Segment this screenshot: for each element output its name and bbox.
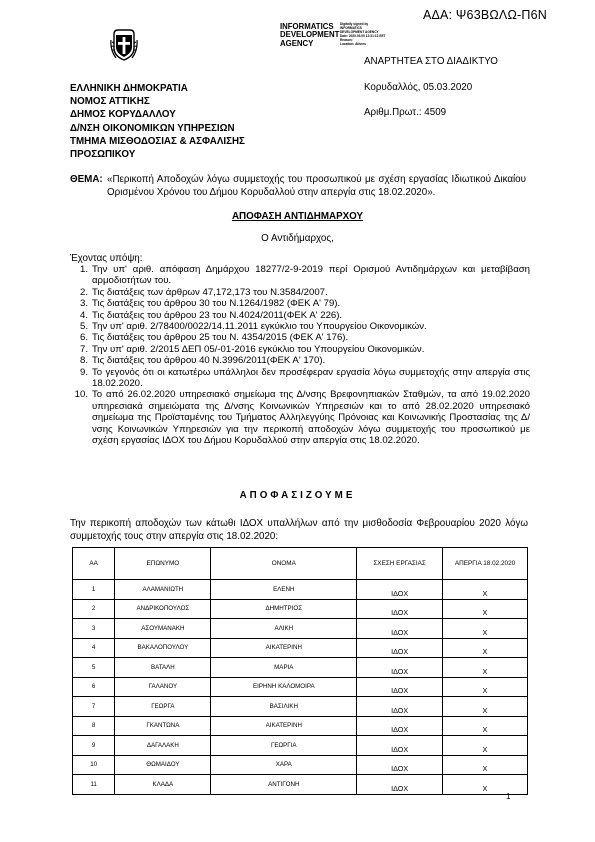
cell-surname: ΓΕΩΡΓΑ [115,697,211,717]
cell-surname: ΒΑΤΑΛΗ [115,658,211,678]
cell-aa: 5 [73,658,115,678]
cell-aa: 8 [73,716,115,736]
table-row [73,638,528,658]
agency-line: AGENCY [280,38,314,48]
consideration-item [70,389,530,446]
issuing-authority [70,82,245,161]
official-title: Ο Αντιδήμαρχος, [261,233,334,244]
col-aa: ΑΑ [73,548,115,580]
consideration-number: 2. [79,286,88,298]
cell-name: ΓΕΩΡΓΙΑ [211,736,357,756]
consideration-item [70,298,530,309]
consideration-item [70,344,530,355]
decision-title-text: ΑΠΟΦΑΣΗ ΑΝΤΙΔΗΜΑΡΧΟΥ [231,211,364,222]
cell-relation: ΙΔΟΧ [357,677,443,697]
cell-aa: 6 [73,677,115,697]
cell-aa: 11 [73,775,115,795]
agency-line: DEVELOPMENT [280,30,340,40]
signature-line: Date: 2020.03.05 12:31:13 EET [340,33,386,38]
subject-text: «Περικοπή Αποδοχών λόγω συμμετοχής του προσωπικού με σχέση εργασίας Ιδιωτικού Δικαίου Ορισμένου Χρόνου του Δήμου Κορυδαλλού στην απεργία στις 18.02.2020». [107,174,526,198]
authority-line: Δ/ΝΣΗ ΟΙΚΟΝΟΜΙΚΩΝ ΥΠΗΡΕΣΙΩΝ [70,122,235,134]
cell-name: ΑΙΚΑΤΕΡΙΝΗ [211,638,357,658]
cell-surname: ΑΝΔΡΙΚΟΠΟΥΛΟΣ [115,599,211,619]
consideration-number: 9. [79,366,88,378]
greek-coat-of-arms-icon [110,28,138,62]
authority-line: ΕΛΛΗΝΙΚΗ ΔΗΜΟΚΡΑΤΙΑ [70,83,188,94]
cell-strike: Χ [443,658,528,678]
consideration-text: Την υπ' αριθ. 2/2015 ΔΕΠ 05/-01-2016 εγκύκλιο του Υπουργείου Οικονομικών. [92,343,425,355]
cell-name: ΑΛΙΚΗ [211,619,357,639]
cell-relation: ΙΔΟΧ [357,619,443,639]
consideration-item [70,367,530,390]
cell-strike: Χ [443,755,528,775]
cell-surname: ΒΑΚΑΛΟΠΟΥΛΟΥ [115,638,211,658]
cell-relation: ΙΔΟΧ [357,580,443,600]
considering-heading: Έχοντας υπόψη: [70,253,143,264]
consideration-text: Την υπ' αριθ. απόφαση Δημάρχου 18277/2-9-2019 περί Ορισμού Αντιδημάρχων και μεταβίβαση αρμοδιοτήτων του. [92,264,530,287]
consideration-number: 1. [79,264,88,275]
table-row [73,716,528,736]
cell-relation: ΙΔΟΧ [357,775,443,795]
cell-relation: ΙΔΟΧ [357,716,443,736]
consideration-number: 4. [79,309,88,321]
consideration-number: 6. [79,332,88,344]
authority-line: ΝΟΜΟΣ ΑΤΤΙΚΗΣ [70,96,150,108]
table-row [73,697,528,717]
cell-name: ΜΑΡΙΑ [211,658,357,678]
cell-name: ΒΑΣΙΛΙΚΗ [211,697,357,717]
protocol-number: Αριθμ.Πρωτ.: 4509 [364,107,447,118]
authority-line: ΔΗΜΟΣ ΚΟΡΥΔΑΛΛΟΥ [70,109,176,121]
table-row [73,580,528,600]
cell-aa: 1 [73,580,115,600]
decision-title [0,211,595,222]
cell-relation: ΙΔΟΧ [357,658,443,678]
cell-surname: ΔΑΓΑΛΑΚΗ [115,736,211,756]
consideration-item [70,287,530,298]
cell-strike: Χ [443,697,528,717]
consideration-text: Την υπ' αριθ. 2/78400/0022/14.11.2011 εγκύκλιο του Υπουργείου Οικονομικών. [92,321,427,333]
decision-intro: Την περικοπή αποδοχών των κάτωθι ΙΔΟΧ υπαλλήλων από την μισθοδοσία Φεβρουαρίου 2020 λόγω συμμετοχής τους στην απεργία στις 18.02.2020: [70,518,528,542]
cell-strike: Χ [443,716,528,736]
subject [70,174,526,199]
consideration-number: 8. [79,355,88,367]
consideration-text: Τις διατάξεις του άρθρου 40 Ν.3996/2011(ΦΕΚ Α' 170). [92,355,326,367]
consideration-number: 3. [79,298,88,310]
agency-line: INFORMATICS [280,22,334,31]
signature-line: DEVELOPMENT AGENCY [340,29,379,34]
subject-label: ΘΕΜΑ: [70,174,103,185]
place-date: Κορυδαλλός, 05.03.2020 [364,82,473,93]
cell-strike: Χ [443,775,528,795]
consideration-number: 5. [79,321,88,333]
cell-surname: ΑΛΑΜΑΝΙΩΤΗ [115,580,211,600]
authority-line: ΤΜΗΜΑ ΜΙΣΘΟΔΟΣΙΑΣ & ΑΣΦΑΛΙΣΗΣ [70,135,245,147]
consideration-number: 7. [79,343,88,355]
posting-notice: ΑΝΑΡΤΗΤΕΑ ΣΤΟ ΔΙΑΔΙΚΤΥΟ [364,56,498,67]
consideration-item [70,355,530,366]
cell-name: ΑΙΚΑΤΕΡΙΝΗ [211,716,357,736]
signature-line: Reason: [340,37,353,42]
cell-name: ΔΗΜΗΤΡΙΟΣ [211,599,357,619]
consideration-item [70,264,530,287]
cell-surname: ΘΩΜΑΙΔΟΥ [115,755,211,775]
ada-code: ΑΔΑ: Ψ63ΒΩΛΩ-Π6Ν [422,8,547,22]
cell-aa: 4 [73,638,115,658]
signature-line: INFORMATICS [340,25,362,30]
cell-name: ΑΝΤΙΓΟΝΗ [211,775,357,795]
table-row [73,677,528,697]
agency-stamp [280,23,339,48]
cell-strike: Χ [443,638,528,658]
consideration-text: Τις διατάξεις των άρθρων 47,172,173 του Ν.3584/2007. [92,286,328,298]
table-row [73,619,528,639]
cell-aa: 9 [73,736,115,756]
table-row [73,599,528,619]
cell-strike: Χ [443,580,528,600]
employees-table [72,547,528,795]
cell-name: ΧΑΡΑ [211,755,357,775]
digital-signature-text [340,23,386,46]
cell-aa: 7 [73,697,115,717]
cell-name: ΕΛΕΝΗ [211,580,357,600]
cell-aa: 10 [73,755,115,775]
col-relation: ΣΧΕΣΗ ΕΡΓΑΣΙΑΣ [357,548,443,580]
table-row [73,736,528,756]
cell-aa: 3 [73,619,115,639]
col-strike: ΑΠΕΡΓΙΑ 18.02.2020 [443,548,528,580]
cell-relation: ΙΔΟΧ [357,736,443,756]
we-decide-heading: ΑΠΟΦΑΣΙΖΟΥΜΕ [239,490,356,501]
col-name: ΟΝΟΜΑ [211,548,357,580]
consideration-item [70,321,530,332]
consideration-text: Τις διατάξεις του άρθρου 23 του Ν.4024/2011(ΦΕΚ Α' 226). [92,309,343,321]
consideration-text: Τις διατάξεις του άρθρου 25 του Ν. 4354/2015 (ΦΕΚ Α' 176). [92,332,349,344]
cell-relation: ΙΔΟΧ [357,638,443,658]
cell-strike: Χ [443,599,528,619]
cell-surname: ΓΑΛΑΝΟΥ [115,677,211,697]
signature-line: Location: Athens [340,41,366,46]
page-number: 1 [506,792,511,801]
cell-relation: ΙΔΟΧ [357,755,443,775]
consideration-number: 10. [74,389,88,401]
cell-name: ΕΙΡΗΝΗ ΚΑΛΟΜΟΙΡΑ [211,677,357,697]
table-row [73,775,528,795]
signature-line: Digitally signed by [340,22,369,26]
cell-relation: ΙΔΟΧ [357,599,443,619]
cell-surname: ΑΣΟΥΜΑΝΑΚΗ [115,619,211,639]
cell-strike: Χ [443,677,528,697]
cell-strike: Χ [443,619,528,639]
cell-surname: ΓΚΑΝΤΩΝΑ [115,716,211,736]
consideration-text: Το γεγονός ότι οι κατωτέρω υπάλληλοι δεν προσέφεραν εργασία λόγω συμμετοχής στην απεργία στις 18.02.2020. [92,366,530,390]
consideration-item [70,310,530,321]
authority-line: ΠΡΟΣΩΠΙΚΟΥ [70,149,136,161]
cell-surname: ΚΛΑΔΑ [115,775,211,795]
cell-aa: 2 [73,599,115,619]
cell-strike: Χ [443,736,528,756]
consideration-text: Το από 26.02.2020 υπηρεσιακό σημείωμα της Δ/νσης Βρεφονηπιακών Σταθμών, τα από 19.02.2020 υπηρεσιακά σημειώματα της Δ/νσης Κοινωνικών Υπηρεσιών και το από 28.02.2020 υπηρεσιακό σημείωμα της Προϊσταμένης του Τμήματος Αλληλεγγύης Πρόνοιας και Κοινωνικής Προστασίας της Δ/νσης Κοινωνικών Υπηρεσιών για την περικοπή αποδοχών λόγω συμμετοχής του προσωπικού με σχέση εργασίας ΙΔΟΧ του Δήμου Κορυδαλλού στην απεργία στις 18.02.2020. [92,389,530,447]
table-header-row [73,548,528,580]
consideration-item [70,332,530,343]
col-surname: ΕΠΩΝΥΜΟ [115,548,211,580]
table-row [73,755,528,775]
table-row [73,658,528,678]
consideration-text: Τις διατάξεις του άρθρου 30 του Ν.1264/1982 (ΦΕΚ Α' 79). [92,298,341,310]
cell-relation: ΙΔΟΧ [357,697,443,717]
considerations-list [70,264,530,447]
